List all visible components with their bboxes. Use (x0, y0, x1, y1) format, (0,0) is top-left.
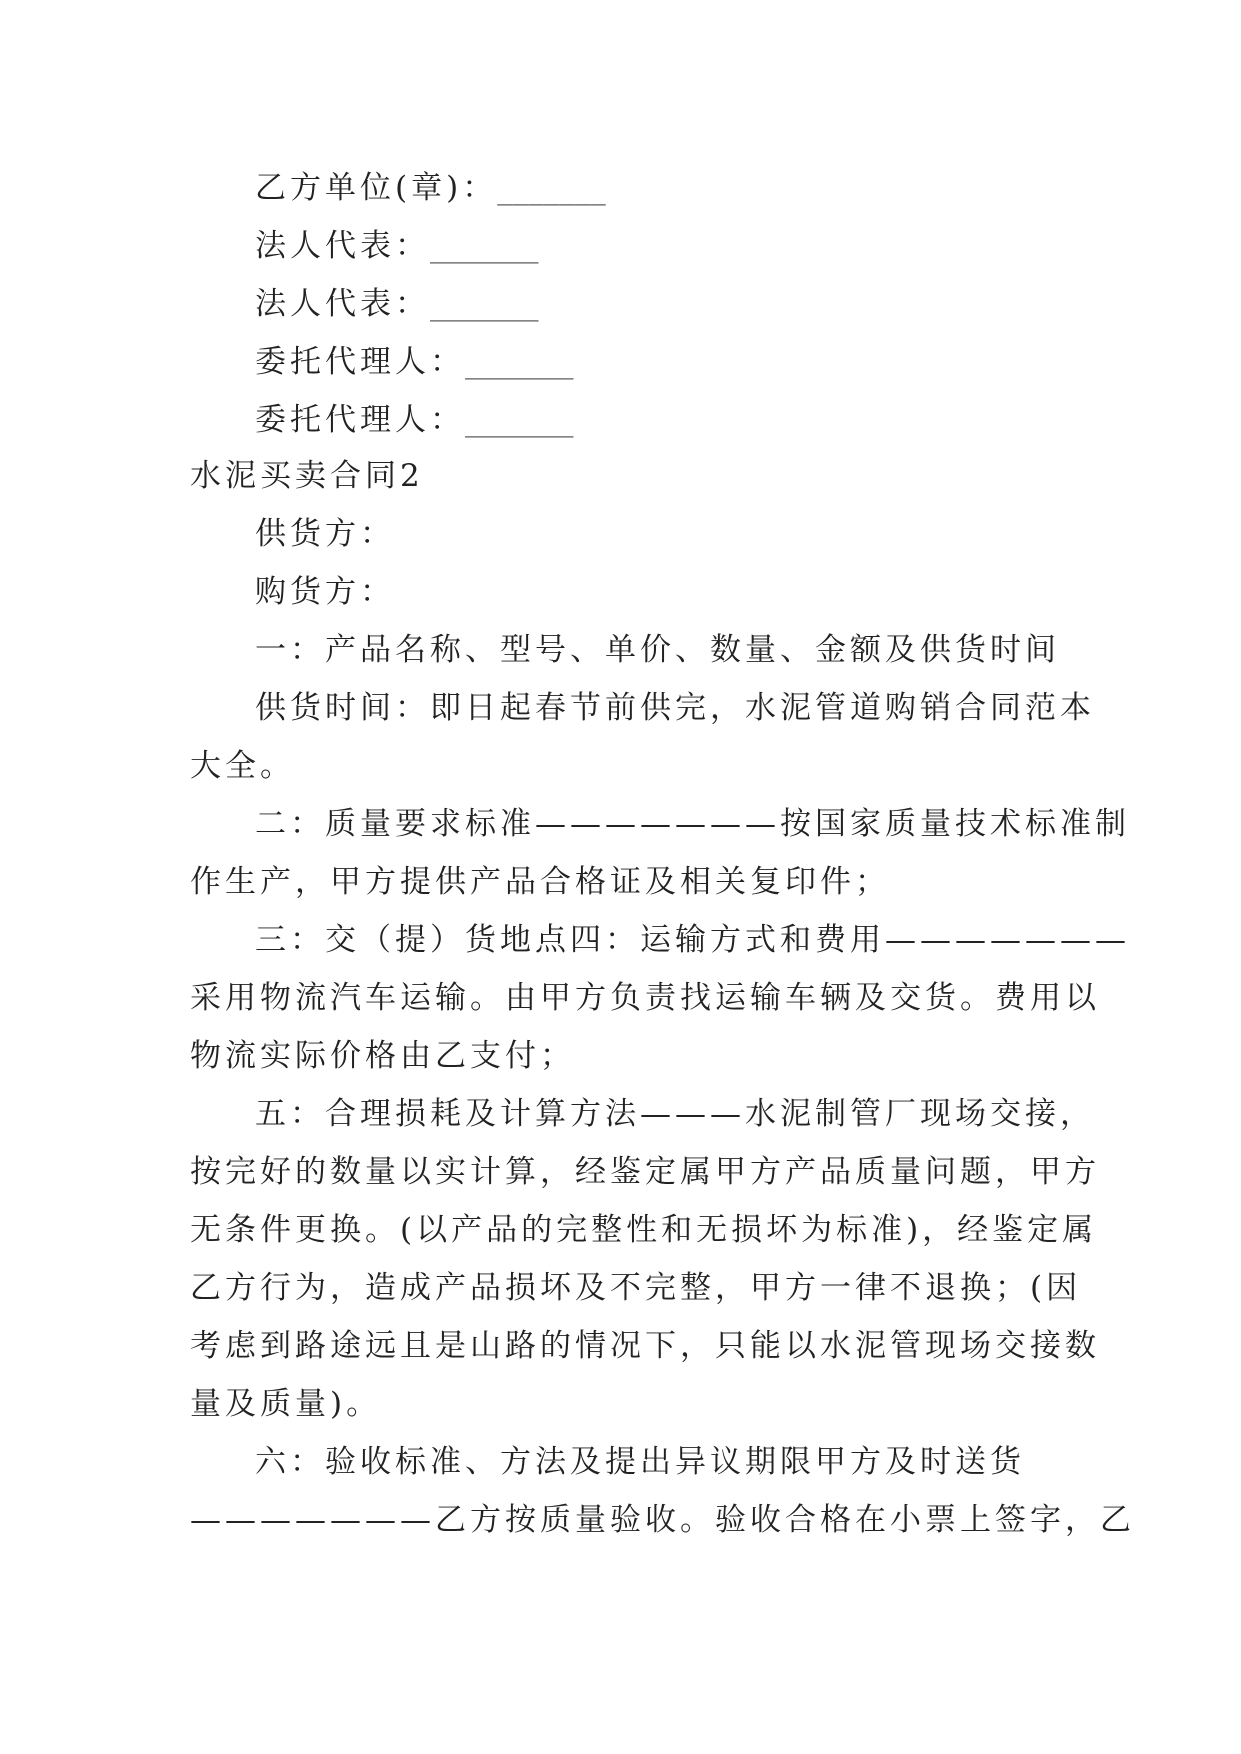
agent-line-2 (255, 400, 1060, 440)
clause-5-line: 五：合理损耗及计算方法———水泥制管厂现场交接， (255, 1096, 1095, 1132)
contract-title: 水泥买卖合同2 (190, 458, 424, 494)
clause-5-continuation-1: 按完好的数量以实计算，经鉴定属甲方产品质量问题，甲方 (190, 1154, 1100, 1190)
supply-time-continuation: 大全。 (190, 748, 295, 784)
clause-2-continuation: 作生产，甲方提供产品合格证及相关复印件； (190, 864, 890, 900)
legal-rep-blank-2: _______ (430, 286, 539, 322)
party-b-unit-blank: _______ (497, 170, 606, 206)
agent-blank-2: _______ (465, 402, 574, 438)
agent-label-1: 委托代理人： (255, 344, 465, 380)
party-b-unit-line (255, 168, 1060, 208)
clause-5-continuation-3: 乙方行为，造成产品损坏及不完整，甲方一律不退换；(因 (190, 1270, 1082, 1306)
agent-label-2: 委托代理人： (255, 402, 465, 438)
clause-5-continuation-2: 无条件更换。(以产品的完整性和无损坏为标准)，经鉴定属 (190, 1212, 1098, 1248)
clause-3-continuation-2: 物流实际价格由乙支付； (190, 1038, 575, 1074)
legal-rep-label-1: 法人代表： (255, 228, 430, 264)
clause-6-line: 六：验收标准、方法及提出异议期限甲方及时送货 (255, 1444, 1025, 1480)
clause-5-continuation-4: 考虑到路途远且是山路的情况下，只能以水泥管现场交接数 (190, 1328, 1100, 1364)
buyer-line: 购货方： (255, 574, 395, 610)
agent-blank-1: _______ (465, 344, 574, 380)
clause-5-continuation-5: 量及质量)。 (190, 1386, 382, 1422)
clause-2-line: 二：质量要求标准———————按国家质量技术标准制 (255, 806, 1130, 842)
agent-line-1 (255, 342, 1060, 382)
party-b-unit-label: 乙方单位(章)： (255, 170, 498, 206)
supplier-line: 供货方： (255, 516, 395, 552)
clause-3-line: 三：交（提）货地点四：运输方式和费用——————— (255, 922, 1130, 958)
legal-rep-line-2 (255, 284, 1060, 324)
clause-6-continuation: ———————乙方按质量验收。验收合格在小票上签字，乙 (190, 1502, 1135, 1538)
supply-time-line: 供货时间：即日起春节前供完，水泥管道购销合同范本 (255, 690, 1095, 726)
legal-rep-blank-1: _______ (430, 228, 539, 264)
legal-rep-line-1 (255, 226, 1060, 266)
clause-1-line: 一：产品名称、型号、单价、数量、金额及供货时间 (255, 632, 1060, 668)
legal-rep-label-2: 法人代表： (255, 286, 430, 322)
clause-3-continuation-1: 采用物流汽车运输。由甲方负责找运输车辆及交货。费用以 (190, 980, 1100, 1016)
